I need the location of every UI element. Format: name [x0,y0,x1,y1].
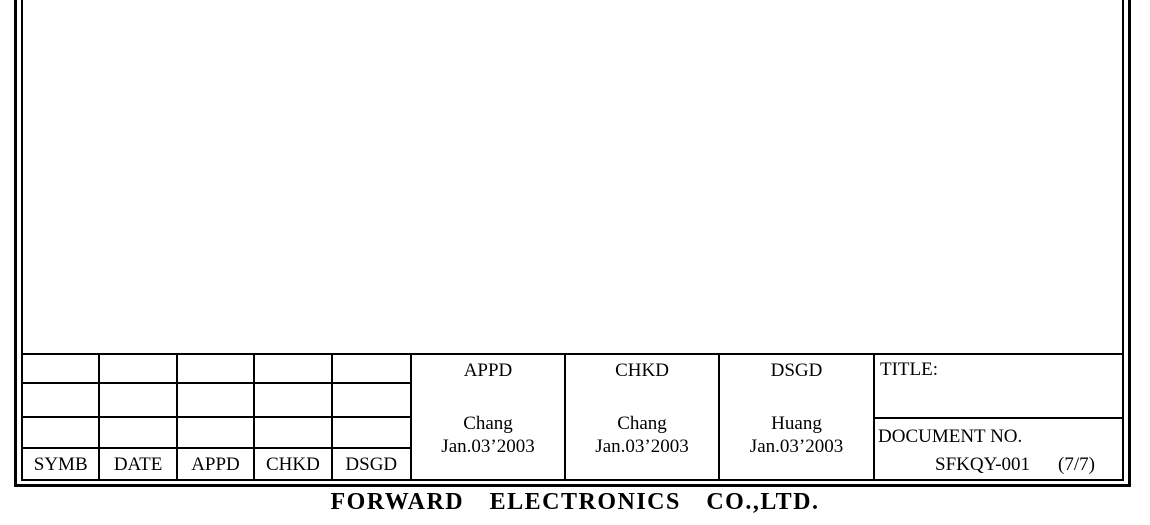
approval-panel-chkd [564,355,718,479]
revision-cell-empty [100,418,177,449]
revision-cell-empty [23,355,100,384]
revision-header-date: DATE [100,449,177,479]
sheet-page-indicator: (7/7) [1058,454,1095,475]
approver-name: Huang [771,413,822,434]
company-name: FORWARD ELECTRONICS CO.,LTD. [330,489,820,515]
document-number: SFKQY-001 [935,454,1031,475]
approval-role-label: APPD [463,360,513,381]
approval-role-label: CHKD [615,360,669,381]
revision-header-symb: SYMB [23,449,100,479]
revision-cell-empty [255,384,332,418]
approval-date: Jan.03’2003 [595,436,689,457]
revision-cell-empty [333,418,410,449]
approver-name: Chang [617,413,667,434]
approver-name: Chang [463,413,513,434]
title-document-panel [873,355,1122,479]
revision-cell-empty [23,384,100,418]
revision-cell-empty [178,418,255,449]
revision-cell-empty [333,355,410,384]
document-no-label: DOCUMENT NO. [878,426,1023,447]
approval-date: Jan.03’2003 [749,436,844,457]
revision-cell-empty [255,355,332,384]
approval-date: Jan.03’2003 [441,436,535,457]
revision-cell-empty [100,355,177,384]
title-label: TITLE: [880,359,939,380]
document-number-section [875,419,1122,479]
revision-cell-empty [178,355,255,384]
approval-panel-appd [410,355,564,479]
revision-table [23,355,410,479]
revision-cell-empty [100,384,177,418]
approval-panel-dsgd [718,355,873,479]
revision-header-dsgd: DSGD [345,454,398,475]
revision-cell-empty [178,384,255,418]
document-number-line [878,454,1122,476]
revision-header-appd: APPD [178,449,255,479]
approval-role-label: DSGD [770,360,823,381]
revision-header-chkd: CHKD [255,449,332,479]
revision-cell-empty [255,418,332,449]
title-block [23,353,1122,479]
title-section [875,355,1122,419]
revision-cell-empty [333,384,410,418]
revision-cell-empty [23,418,100,449]
